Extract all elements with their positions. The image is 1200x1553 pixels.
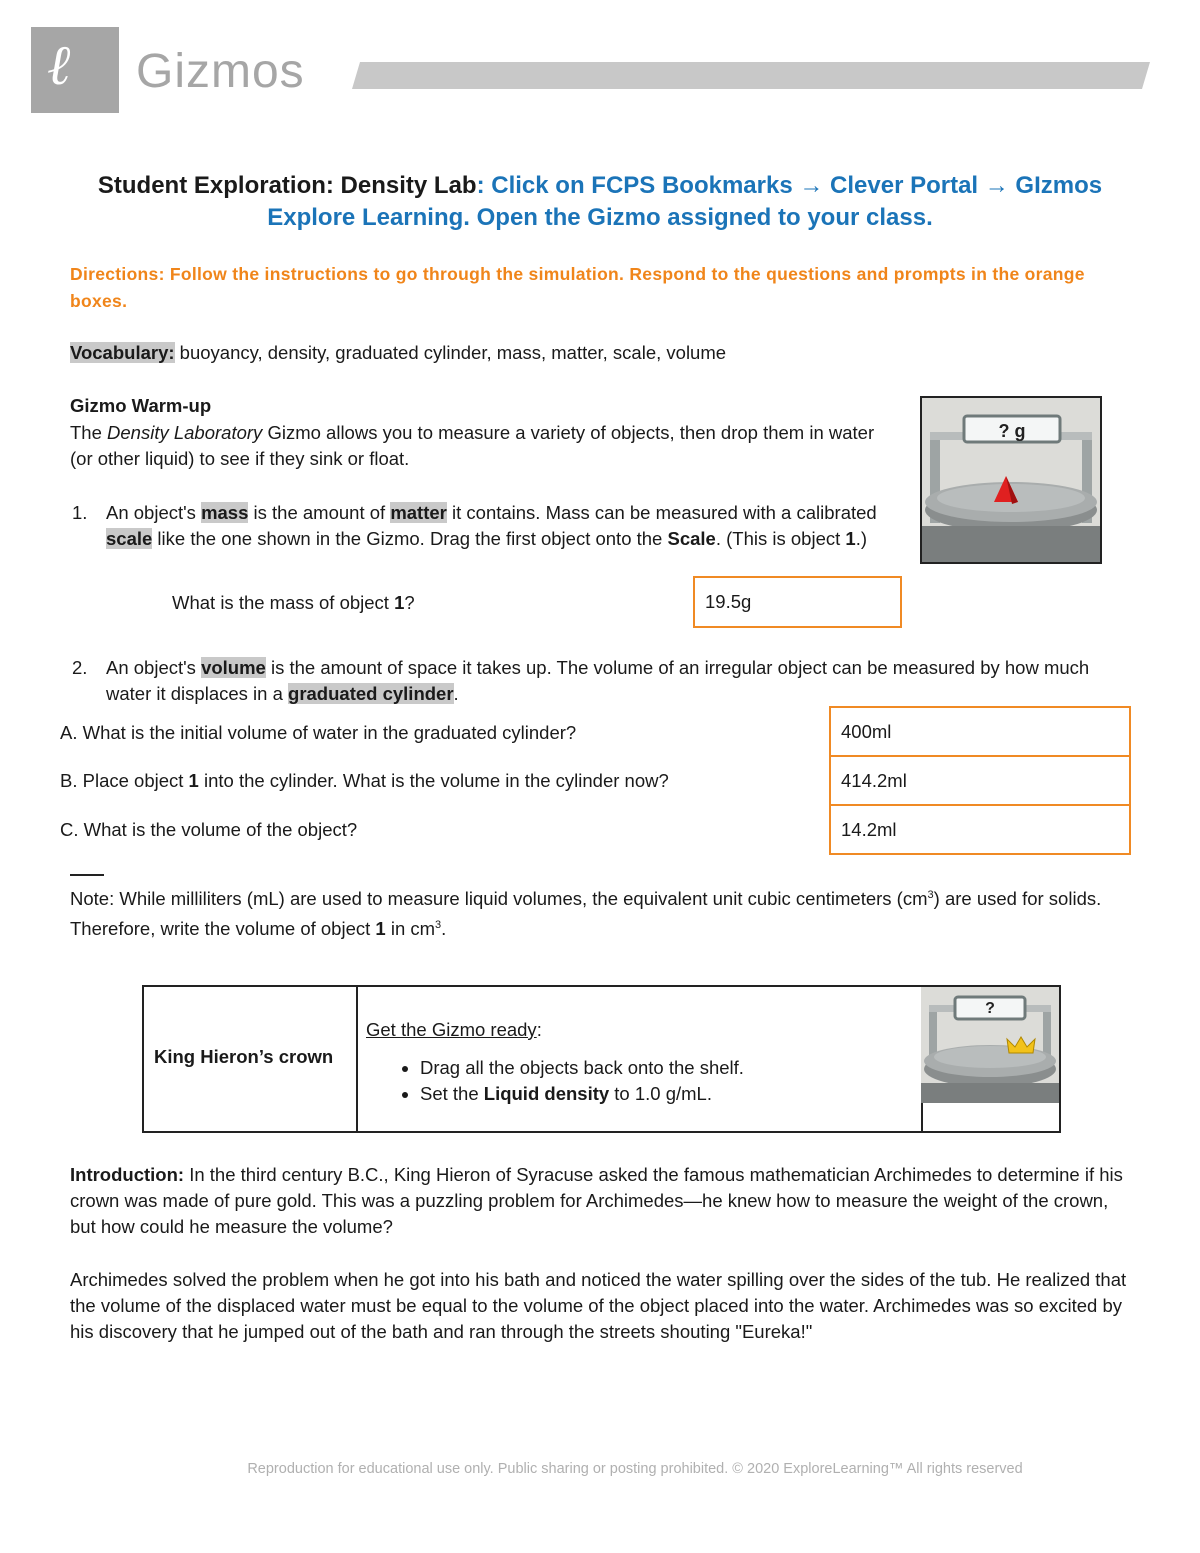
explorelearning-logo [31, 27, 119, 113]
note-rule [70, 874, 104, 876]
crown-scale-readout: ? [985, 1000, 995, 1017]
setup-steps [358, 1055, 918, 1107]
logo-glyph: ℓ [47, 33, 71, 98]
scale-readout: ? g [998, 421, 1026, 441]
crown-scale-image [921, 987, 1059, 1103]
q2b-question: B. Place object 1 into the cylinder. What is the volume in the cylinder now? [60, 770, 669, 791]
header-bar [352, 62, 1150, 89]
scale-image [920, 396, 1102, 564]
setup-step-2: • Set the Liquid density to 1.0 g/mL. [420, 1081, 918, 1107]
archimedes-paragraph: Archimedes solved the problem when he got into his bath and noticed the water spilling over the sides of the tub. He realized that the volume of the displaced water must be equal to the volume of the object placed into the water. Archimedes was so excited by his discovery that he jumped out of the bath and ran through the streets shouting "Eureka!" [70, 1269, 1127, 1342]
gizmos-wordmark: Gizmos [136, 45, 305, 98]
activity-title: King Hieron’s crown [154, 1046, 334, 1067]
warmup-intro: The Density Laboratory Gizmo allows you to measure a variety of objects, then drop them in water (or other liquid) to see if they sink or float. [70, 422, 875, 469]
q1-number: 1. [72, 502, 88, 523]
introduction-paragraph: Introduction: In the third century B.C., King Hieron of Syracuse asked the famous mathematician Archimedes to determine if his crown was made of pure gold. This was a puzzling problem for Archimedes—he knew how to measure the weight of the crown, but how could he measure the volume? [70, 1164, 1123, 1237]
q2a-question: A. What is the initial volume of water in the graduated cylinder? [60, 722, 577, 743]
q2-text: An object's volume is the amount of space it takes up. The volume of an irregular object can be measured by how much water it displaces in a graduated cylinder. [106, 657, 1090, 704]
mass-answer-box[interactable]: 19.5g [693, 576, 902, 628]
footer-copyright: Reproduction for educational use only. Public sharing or posting prohibited. © 2020 ExploreLearning™ All rights reserved [247, 1461, 1023, 1477]
activity-table [142, 985, 1061, 1133]
q1-text: An object's mass is the amount of matter it contains. Mass can be measured with a calibrated scale like the one shown in the Gizmo. Drag the first object onto the Scale. (This is object 1.) [106, 502, 877, 549]
q1-prompt: What is the mass of object 1? [172, 592, 415, 613]
q2c-question: C. What is the volume of the object? [60, 819, 358, 840]
page-title: Student Exploration: Density Lab: Click on FCPS Bookmarks → Clever Portal → GIzmos Explore Learning. Open the Gizmo assigned to your class. [97, 172, 1103, 231]
vocabulary: Vocabulary: buoyancy, density, graduated cylinder, mass, matter, scale, volume [70, 342, 727, 363]
note-text: Note: While milliliters (mL) are used to measure liquid volumes, the equivalent unit cubic centimeters $(cm^3)$ are used for solids. Therefore, write the volume of object 1 in $cm^3$. [70, 888, 1102, 940]
q2-number: 2. [72, 657, 88, 678]
directions: Directions: Follow the instructions to go through the simulation. Respond to the questions and prompts in the orange boxes. [70, 264, 1085, 311]
final-volume-answer-box[interactable]: 414.2ml [829, 755, 1131, 806]
activity-title-cell [144, 987, 358, 1131]
setup-step-1: • Drag all the objects back onto the shelf. [420, 1055, 918, 1081]
object-volume-answer-box[interactable]: 14.2ml [829, 804, 1131, 855]
initial-volume-answer-box[interactable]: 400ml [829, 706, 1131, 757]
warmup-heading: Gizmo Warm-up [70, 395, 212, 416]
activity-setup-cell [358, 987, 923, 1131]
get-ready-heading: Get the Gizmo ready: [366, 1019, 542, 1040]
